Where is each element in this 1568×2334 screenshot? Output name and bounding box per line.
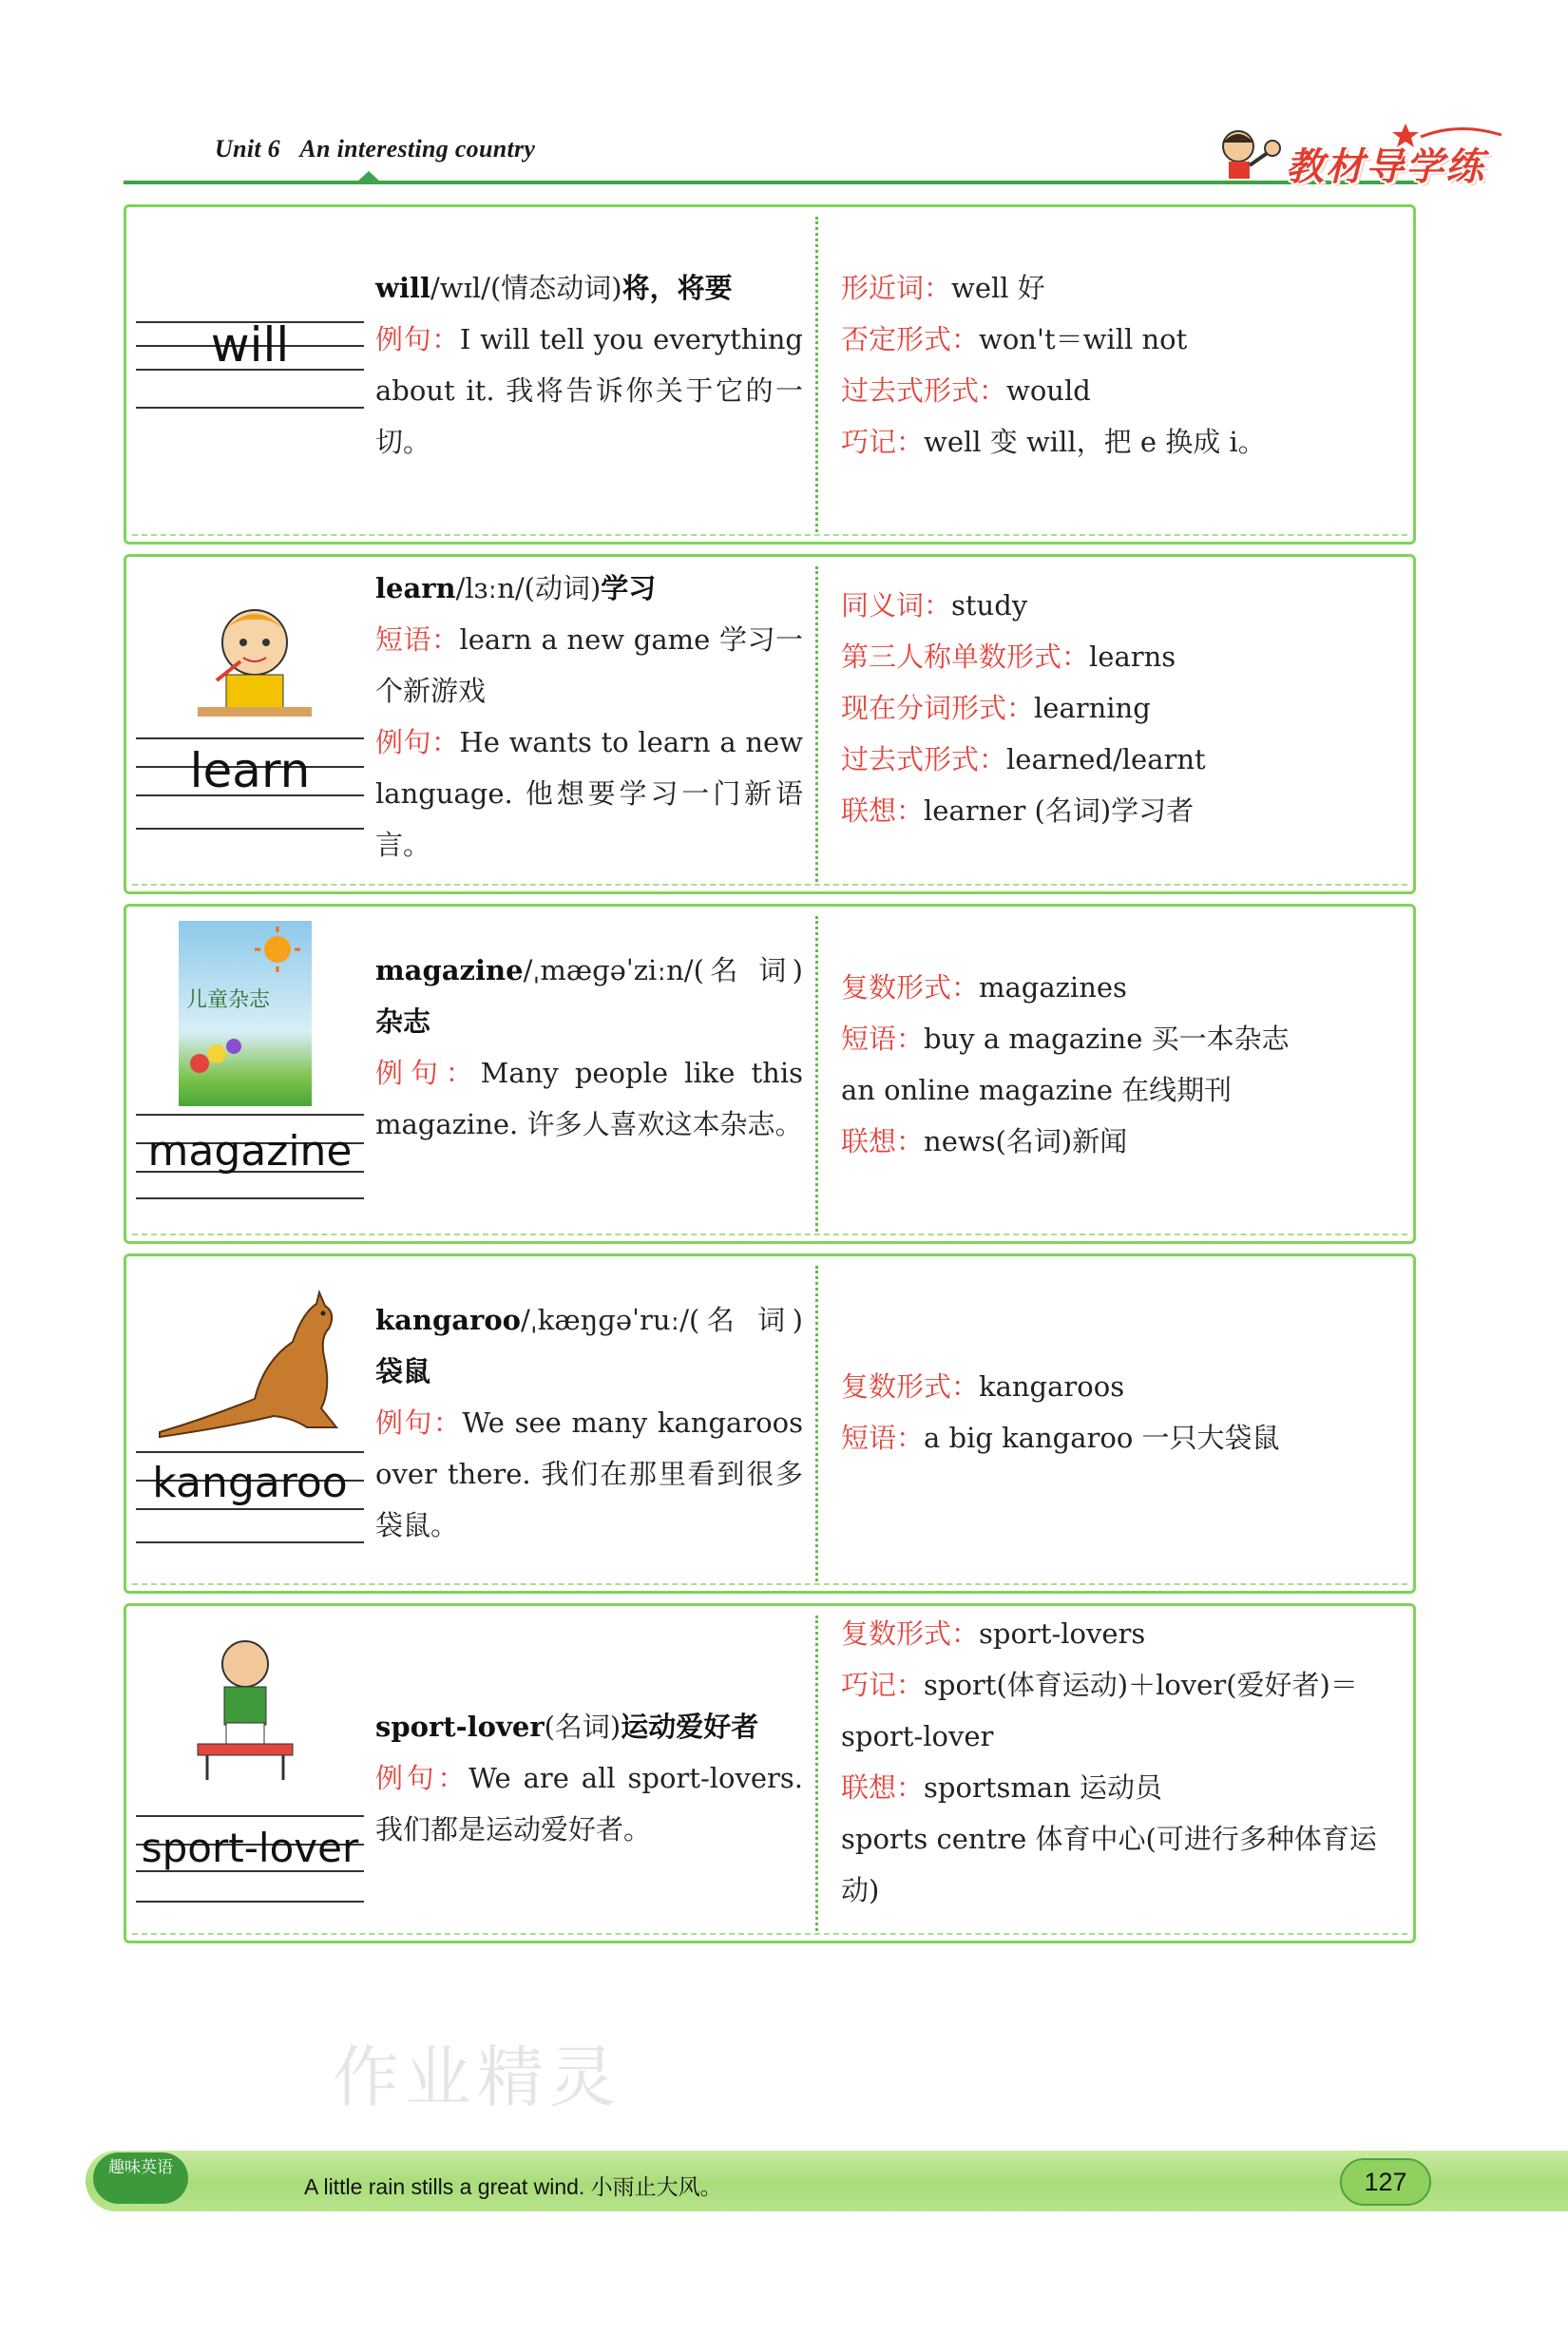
watermark: 作业精灵 <box>333 2038 621 2116</box>
note-text: learned/learnt <box>1006 743 1206 775</box>
handwriting-area <box>136 1815 364 1920</box>
phonetic: /lɜːn/ <box>455 572 525 604</box>
note-text: study <box>951 589 1028 622</box>
note-text: sports centre 体育中心(可进行多种体育运动) <box>841 1823 1377 1906</box>
cover-title: 儿童杂志 <box>186 988 271 1012</box>
note-label: 同义词： <box>841 589 952 622</box>
handwriting-area <box>136 1451 364 1565</box>
note-text: well 好 <box>951 272 1045 304</box>
part-of-speech: (情态动词) <box>489 272 622 304</box>
example-text: He wants to learn a new language. 他想要学习一门新语言。 <box>375 726 803 861</box>
note-label: 联想： <box>841 1771 925 1804</box>
handwriting-area <box>136 737 364 851</box>
page-number: 127 <box>1340 2158 1431 2206</box>
headword: kangaroo <box>375 1304 522 1336</box>
phonetic: /wɪl/ <box>430 272 490 304</box>
brand-title: 教材导学练 <box>1286 145 1485 189</box>
footer-proverb: A little rain stills a great wind. 小雨止大风。 <box>304 2174 722 2199</box>
sun-icon <box>179 921 312 1106</box>
example-label: 例句： <box>375 726 460 758</box>
note-label: 短语： <box>841 1023 925 1055</box>
headword: will <box>375 272 431 304</box>
example-text: We see many kangaroos over there. 我们在那里看到很多袋鼠。 <box>375 1406 803 1541</box>
handwritten-word: will <box>210 317 290 373</box>
note-text: news(名词)新闻 <box>924 1125 1128 1157</box>
note-text: buy a magazine 买一本杂志 <box>924 1023 1290 1055</box>
word-card-learn <box>124 554 1416 894</box>
headword: learn <box>375 572 456 604</box>
word-definition <box>375 1294 803 1551</box>
handwritten-word: kangaroo <box>152 1459 348 1507</box>
word-notes <box>841 1361 1402 1464</box>
note-label: 联想： <box>841 1125 925 1157</box>
phonetic: /ˌmæɡəˈziːn/ <box>523 954 694 986</box>
unit-name: An interesting country <box>299 135 536 163</box>
phonetic: /ˌkæŋɡəˈruː/ <box>521 1304 690 1336</box>
note-label: 复数形式： <box>841 1370 980 1403</box>
brand-logo <box>1202 124 1520 190</box>
example-text: We are all sport-lovers. 我们都是运动爱好者。 <box>375 1762 803 1846</box>
note-label: 巧记： <box>841 426 925 458</box>
headword: magazine <box>375 954 524 986</box>
note-text: sportsman 运动员 <box>924 1771 1163 1804</box>
unit-title <box>215 135 535 163</box>
part-of-speech: (名 词) <box>693 954 803 986</box>
note-label: 短语： <box>841 1422 925 1454</box>
note-text: well 变 will，把 e 换成 i。 <box>924 426 1266 458</box>
word-definition <box>375 262 803 468</box>
note-label: 形近词： <box>841 272 952 304</box>
dotted-divider <box>815 217 818 532</box>
note-text: learner (名词)学习者 <box>924 794 1195 827</box>
unit-number: Unit 6 <box>215 135 280 163</box>
part-of-speech: (名 词) <box>689 1304 803 1336</box>
fun-english-badge <box>93 2152 188 2204</box>
note-label: 第三人称单数形式： <box>841 641 1090 673</box>
word-card-kangaroo <box>124 1253 1416 1594</box>
note-label: 复数形式： <box>841 971 980 1004</box>
word-definition <box>375 563 803 870</box>
note-text: learns <box>1089 641 1176 673</box>
note-label: 现在分词形式： <box>841 692 1035 724</box>
meaning: 袋鼠 <box>375 1355 431 1387</box>
example-label: 例句： <box>375 1057 481 1089</box>
word-definition <box>375 1701 803 1855</box>
example-label: 例句： <box>375 1762 469 1794</box>
part-of-speech: (名词) <box>544 1711 621 1743</box>
dotted-divider <box>815 1266 818 1581</box>
badge-label: 趣味英语 <box>108 2158 173 2177</box>
note-label: 过去式形式： <box>841 374 1007 407</box>
note-text: would <box>1006 374 1091 407</box>
note-text: a big kangaroo 一只大袋鼠 <box>924 1422 1280 1454</box>
note-text: sport(体育运动)＋lover(爱好者)＝sport-lover <box>841 1669 1358 1752</box>
headword: sport-lover <box>375 1711 545 1743</box>
dotted-divider <box>815 566 818 882</box>
note-label: 联想： <box>841 794 925 827</box>
word-card-sport-lover <box>124 1603 1416 1943</box>
phrase-label: 短语： <box>375 623 460 656</box>
note-text: an online magazine 在线期刊 <box>841 1074 1233 1106</box>
note-label: 过去式形式： <box>841 743 1007 775</box>
meaning: 学习 <box>601 572 657 604</box>
note-text: sport-lovers <box>979 1617 1146 1650</box>
sporty-boy-icon <box>179 1630 312 1791</box>
note-text: magazines <box>979 971 1127 1004</box>
handwritten-word: learn <box>189 743 311 798</box>
phrase-text: learn a new game 学习一个新游戏 <box>375 623 803 707</box>
word-card-will <box>124 204 1416 545</box>
note-text: kangaroos <box>979 1370 1125 1403</box>
word-notes <box>841 962 1402 1167</box>
example-text: Many people like this magazine. 许多人喜欢这本杂志。 <box>375 1057 803 1140</box>
handwritten-word: magazine <box>147 1127 353 1176</box>
example-text: I will tell you everything about it. 我将告诉你关于它的一切。 <box>375 323 803 458</box>
note-text: learning <box>1034 692 1151 724</box>
page-footer <box>86 2143 1568 2211</box>
word-notes <box>841 1608 1402 1916</box>
meaning: 杂志 <box>375 1005 431 1038</box>
example-label: 例句： <box>375 1406 463 1439</box>
word-definition <box>375 945 803 1150</box>
page-header <box>124 124 1485 190</box>
cartoon-boy-icon <box>1202 124 1297 190</box>
boy-studying-icon <box>188 595 321 737</box>
handwritten-word: sport-lover <box>141 1825 359 1871</box>
header-notch <box>356 171 381 182</box>
handwriting-area <box>136 1114 364 1218</box>
dotted-divider <box>815 1616 818 1931</box>
example-label: 例句： <box>375 323 460 355</box>
handwriting-area <box>136 302 364 416</box>
note-label: 巧记： <box>841 1669 925 1701</box>
kangaroo-icon <box>150 1285 350 1446</box>
dotted-divider <box>815 916 818 1232</box>
word-notes <box>841 262 1402 468</box>
meaning: 将，将要 <box>621 272 733 304</box>
word-notes <box>841 580 1402 836</box>
word-card-magazine <box>124 904 1416 1244</box>
magazine-cover-image <box>179 921 312 1106</box>
note-text: won't＝will not <box>979 323 1188 355</box>
part-of-speech: (动词) <box>524 572 602 604</box>
note-label: 复数形式： <box>841 1617 980 1650</box>
meaning: 运动爱好者 <box>621 1711 759 1743</box>
note-label: 否定形式： <box>841 323 980 355</box>
